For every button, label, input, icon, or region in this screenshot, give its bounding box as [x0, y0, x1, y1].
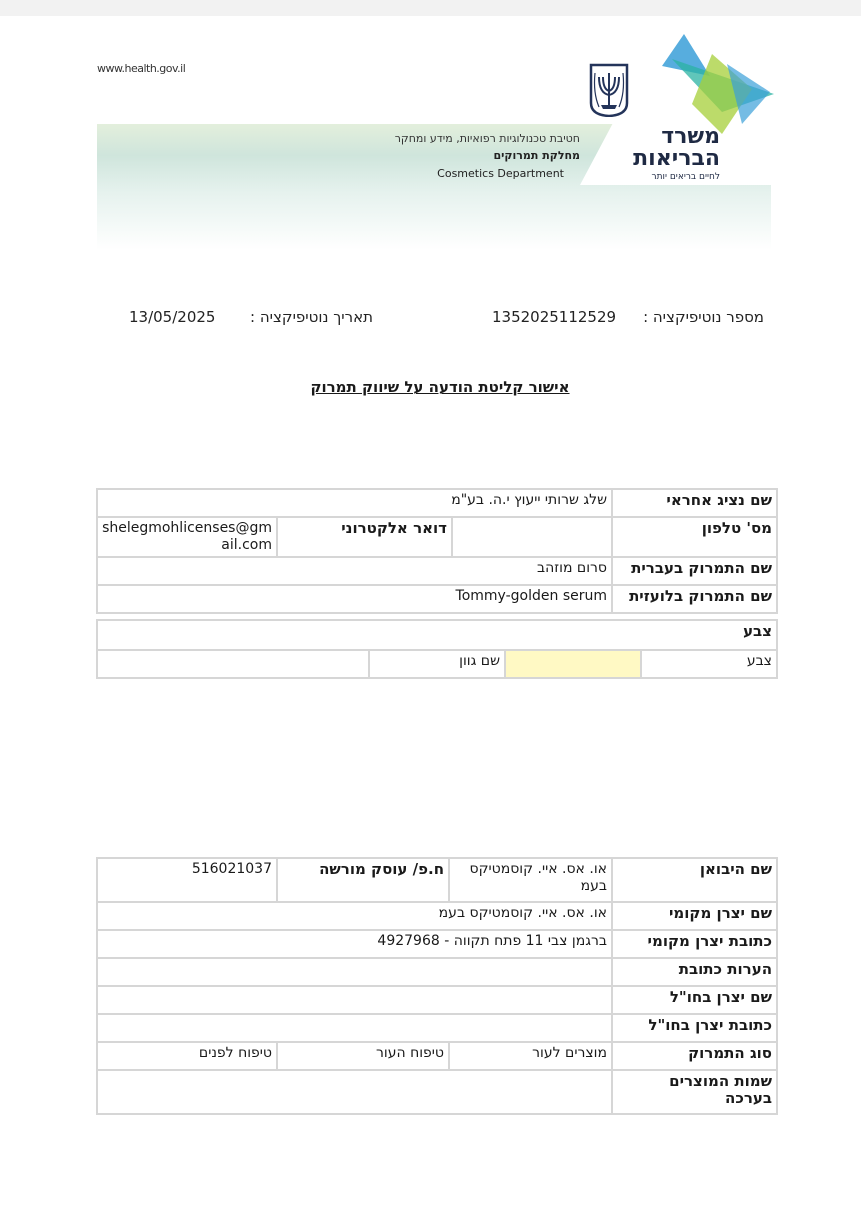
color-value — [505, 650, 641, 678]
table-row — [97, 650, 777, 678]
product-type-value-3: טיפוח לפנים — [97, 1042, 277, 1070]
ministry-name-line2: הבריאות — [633, 146, 720, 171]
table-row — [97, 958, 777, 986]
shade-value — [97, 650, 369, 678]
kit-products-value — [97, 1070, 612, 1114]
product-type-value-1: מוצרים לעור — [449, 1042, 612, 1070]
foreign-manufacturer-value — [97, 986, 612, 1014]
table-row — [97, 557, 777, 585]
notification-date-value: 13/05/2025 — [129, 308, 216, 326]
department-block — [300, 130, 580, 183]
kit-products-label: שמות המוצרים בערכה — [612, 1070, 777, 1114]
top-strip — [0, 0, 861, 16]
table-row — [97, 902, 777, 930]
license-label: ח.פ/ עוסק מורשה — [277, 858, 449, 902]
table-row — [97, 1042, 777, 1070]
color-table — [96, 619, 778, 679]
phone-label: מס' טלפון — [612, 517, 777, 557]
state-emblem-icon — [587, 63, 631, 117]
address-notes-label: הערות כתובת — [612, 958, 777, 986]
name-he-label: שם התמרוק בעברית — [612, 557, 777, 585]
ministry-slogan: לחיים בריאים יותר — [651, 172, 720, 182]
ministry-name-line1: משרד — [661, 124, 720, 149]
notification-number-label: מספר נוטיפיקציה : — [643, 308, 764, 326]
rep-name-label: שם נציג אחראי — [612, 489, 777, 517]
contact-table — [96, 488, 778, 614]
shade-label: שם גוון — [369, 650, 505, 678]
product-type-label: סוג התמרוק — [612, 1042, 777, 1070]
division-name: חטיבת טכנולוגיות רפואיות, מידע ומחקר — [394, 132, 580, 145]
name-en-label: שם התמרוק בלועזית — [612, 585, 777, 613]
table-row — [97, 930, 777, 958]
notification-number-value: 1352025112529 — [492, 308, 617, 326]
local-address-label: כתובת יצרן מקומי — [612, 930, 777, 958]
table-row — [97, 620, 777, 650]
table-row — [97, 585, 777, 613]
rep-name-value: שלג שרותי ייעוץ י.ה. בע"מ — [97, 489, 612, 517]
foreign-address-label: כתובת יצרן בחו"ל — [612, 1014, 777, 1042]
address-notes-value — [97, 958, 612, 986]
color-label: צבע — [641, 650, 777, 678]
name-he-value: סרום מוזהב — [97, 557, 612, 585]
license-value: 516021037 — [97, 858, 277, 902]
table-row — [97, 858, 777, 902]
email-label: דואר אלקטרוני — [277, 517, 452, 557]
foreign-address-value — [97, 1014, 612, 1042]
product-type-value-2: טיפוח העור — [277, 1042, 449, 1070]
local-manufacturer-label: שם יצרן מקומי — [612, 902, 777, 930]
phone-value — [452, 517, 612, 557]
table-row — [97, 517, 777, 557]
ministry-name — [620, 126, 720, 184]
color-section-label: צבע — [97, 620, 777, 650]
importer-value: או. אס. איי. קוסמטיקס בעמ — [449, 858, 612, 902]
department-name-he: מחלקת תמרוקים — [493, 149, 580, 162]
table-row — [97, 489, 777, 517]
local-manufacturer-value: או. אס. איי. קוסמטיקס בעמ — [97, 902, 612, 930]
table-row — [97, 1070, 777, 1114]
foreign-manufacturer-label: שם יצרן בחו"ל — [612, 986, 777, 1014]
name-en-value: Tommy-golden serum — [97, 585, 612, 613]
importer-label: שם היבואן — [612, 858, 777, 902]
department-name-en: Cosmetics Department — [437, 167, 564, 180]
site-url: www.health.gov.il — [97, 62, 186, 75]
table-row — [97, 1014, 777, 1042]
table-row — [97, 986, 777, 1014]
notification-date-label: תאריך נוטיפיקציה : — [250, 308, 373, 326]
local-address-value: ברגמן צבי 11 פתח תקווה - 4927968 — [97, 930, 612, 958]
email-value: shelegmohlicenses@gmail.com — [97, 517, 277, 557]
document-title: אישור קליטת הודעה על שיווק תמרוק — [310, 378, 570, 396]
details-table — [96, 857, 778, 1115]
